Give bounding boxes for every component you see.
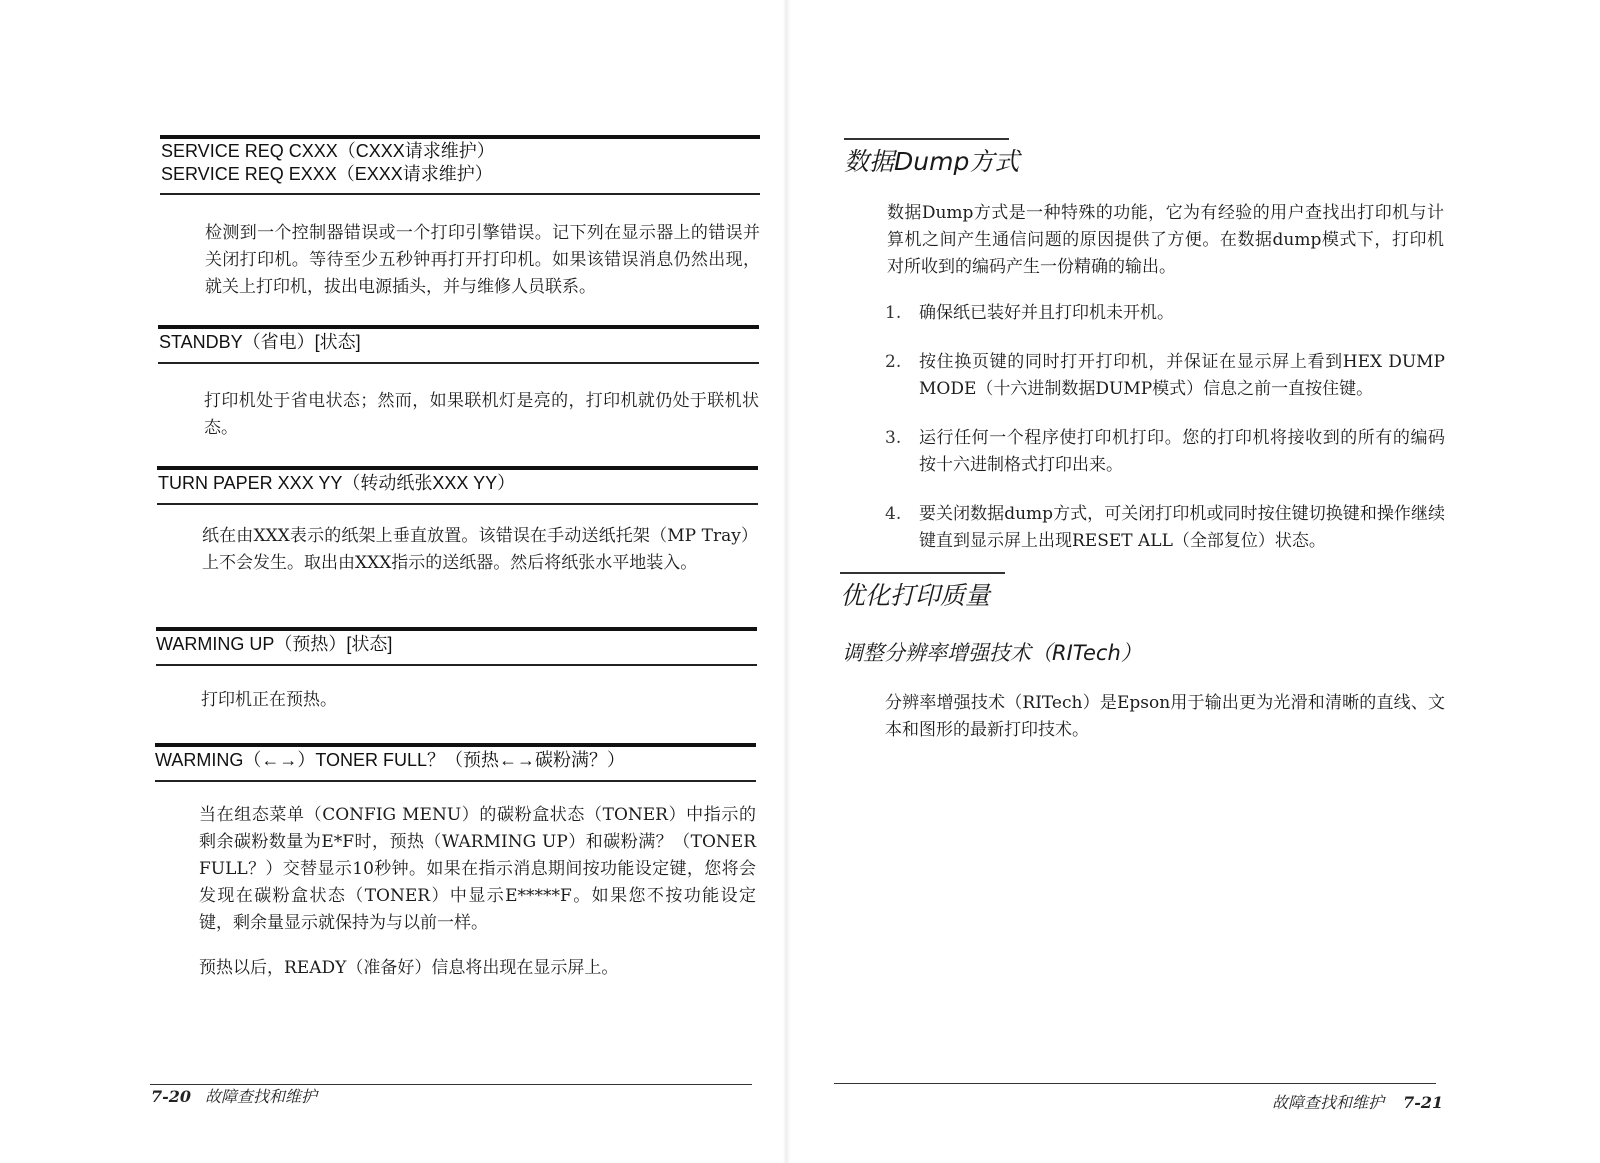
left-page	[0, 0, 790, 1163]
header-rule-bottom	[156, 664, 757, 666]
message-title: TURN PAPER XXX YY（转动纸张XXX YY）	[158, 473, 516, 493]
section-overline	[840, 572, 1005, 574]
header-rule-bottom	[160, 193, 760, 195]
step-text: 运行任何一个程序使打印机打印。您的打印机将接收到的所有的编码按十六进制格式打印出来。	[919, 428, 1445, 475]
section-title-print-quality: 优化打印质量	[840, 572, 990, 612]
header-rule-top	[158, 325, 759, 329]
header-rule-top	[156, 627, 757, 631]
procedure-step	[885, 349, 1445, 403]
header-rule-bottom	[158, 362, 759, 364]
page-number: 7-21	[1403, 1093, 1444, 1112]
chapter-title: 故障查找和维护	[205, 1087, 318, 1106]
header-rule-top	[160, 135, 760, 139]
header-rule-top	[157, 466, 758, 470]
message-body: 当在组态菜单（CONFIG MENU）的碳粉盒状态（TONER）中指示的剩余碳粉数量为E*F时，预热（WARMING UP）和碳粉满？（TONER FULL？）交替显示10秒钟。如果在指示消息期间按功能设定键，您将会发现在碳粉盒状态（TONER）中显示E*****F。如果您不按功能设定键，剩余量显示就保持为与以前一样。 预热以后，READY（准备好）信息将出现在显示屏上。	[199, 805, 756, 978]
procedure-step	[885, 501, 1445, 555]
section-intro: 数据Dump方式是一种特殊的功能，它为有经验的用户查找出打印机与计算机之间产生通信问题的原因提供了方便。在数据dump模式下，打印机对所收到的编码产生一份精确的输出。	[887, 203, 1444, 277]
page-footer	[151, 1084, 317, 1107]
header-rule-top	[155, 743, 756, 747]
message-title: SERVICE REQ CXXX（CXXX请求维护） SERVICE REQ EXXX（EXXX请求维护）	[161, 141, 495, 184]
message-body: 打印机正在预热。	[201, 690, 337, 710]
message-title: STANDBY（省电）[状态]	[159, 332, 361, 352]
book-gutter	[783, 0, 791, 1163]
header-rule-bottom	[157, 503, 758, 505]
step-text: 确保纸已装好并且打印机未开机。	[919, 303, 1174, 323]
header-rule-bottom	[155, 780, 756, 782]
page-number: 7-20	[151, 1087, 192, 1106]
step-text: 按住换页键的同时打开打印机，并保证在显示屏上看到HEX DUMP MODE（十六进制数据DUMP模式）信息之前一直按住键。	[919, 352, 1445, 399]
step-number: 3.	[885, 428, 902, 448]
procedure-step	[885, 425, 1445, 479]
subsection-body: 分辨率增强技术（RITech）是Epson用于输出更为光滑和清晰的直线、文本和图形的最新打印技术。	[885, 693, 1445, 740]
step-number: 2.	[885, 352, 902, 372]
subsection-title-ritech: 调整分辨率增强技术（RITech）	[842, 641, 1142, 665]
footer-rule	[834, 1083, 1436, 1084]
message-body: 检测到一个控制器错误或一个打印引擎错误。记下列在显示器上的错误并关闭打印机。等待至少五秒钟再打开打印机。如果该错误消息仍然出现，就关上打印机，拔出电源插头，并与维修人员联系。	[205, 223, 760, 297]
message-title: WARMING UP（预热）[状态]	[156, 634, 393, 654]
procedure-steps	[885, 300, 1445, 577]
message-body: 纸在由XXX表示的纸架上垂直放置。该错误在手动送纸托架（MP Tray）上不会发生。取出由XXX指示的送纸器。然后将纸张水平地装入。	[202, 526, 758, 573]
step-number: 4.	[885, 504, 902, 524]
section-title-data-dump: 数据Dump方式	[844, 138, 1019, 178]
page-footer	[1272, 1090, 1443, 1113]
message-body: 打印机处于省电状态；然而，如果联机灯是亮的，打印机就仍处于联机状态。	[204, 391, 759, 438]
step-text: 要关闭数据dump方式，可关闭打印机或同时按住键切换键和操作继续键直到显示屏上出现RESET ALL（全部复位）状态。	[919, 504, 1445, 551]
step-number: 1.	[885, 303, 902, 323]
procedure-step	[885, 300, 1445, 327]
section-overline	[844, 138, 1009, 140]
chapter-title: 故障查找和维护	[1272, 1093, 1385, 1112]
message-title: WARMING（←→）TONER FULL？（预热←→碳粉满？）	[155, 750, 626, 770]
